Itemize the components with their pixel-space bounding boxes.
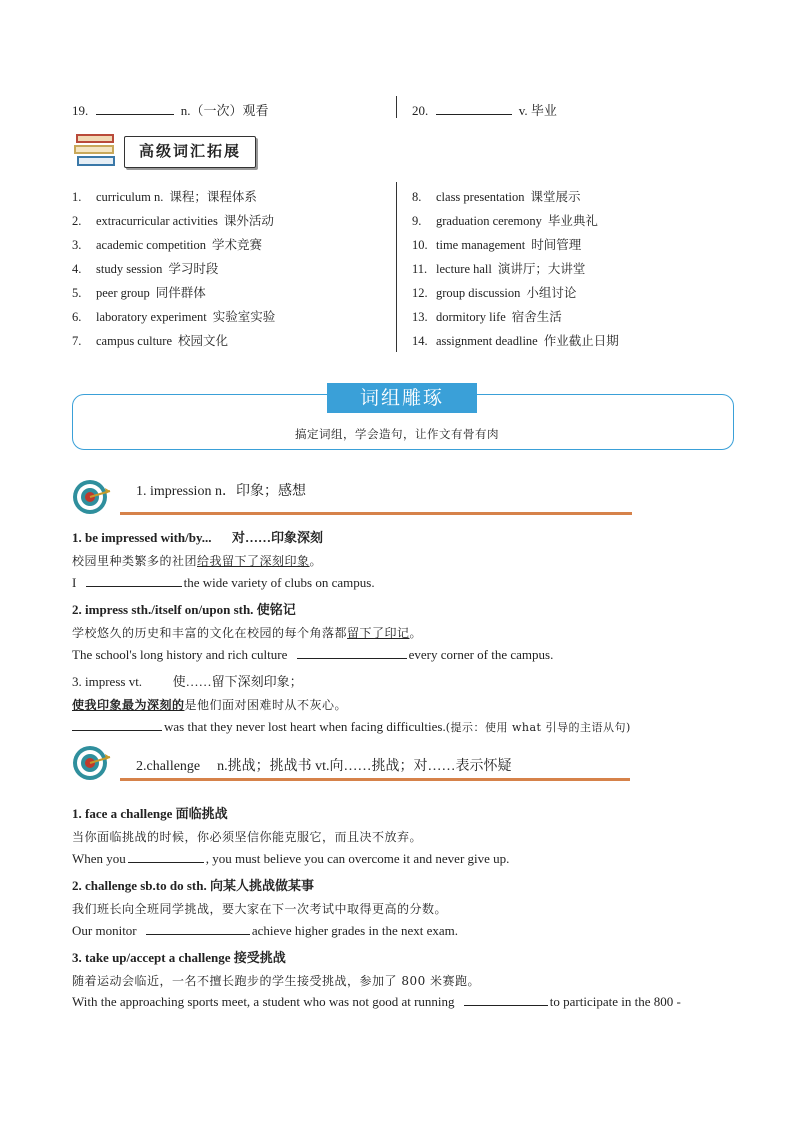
vocab-number: 11.: [412, 262, 428, 276]
vocab-english: study session: [96, 262, 163, 276]
advanced-vocab-header: 高级词汇拓展: [124, 136, 256, 168]
vocab-number: 14.: [412, 334, 428, 348]
vocab-chinese: 课外活动: [223, 214, 274, 228]
vocab-number: 1.: [72, 190, 82, 204]
answer-blank[interactable]: [146, 923, 250, 935]
vocab-item: [412, 187, 619, 211]
vocab-item: [72, 235, 275, 259]
word1-sense3-english: was that they never lost heart when facing difficulties.(提示：使用 what 引导的主语从句): [72, 719, 631, 735]
target-icon: [72, 477, 112, 517]
vocab-english: assignment deadline: [436, 334, 538, 348]
vocab-item: [412, 259, 619, 283]
answer-blank[interactable]: [72, 719, 162, 731]
vocab-number: 12.: [412, 286, 428, 300]
vocab-chinese: 宿舍生活: [511, 310, 562, 324]
vocab-item: [72, 307, 275, 331]
vocab-english: class presentation: [436, 190, 525, 204]
answer-blank[interactable]: [86, 575, 182, 587]
target-icon: [72, 743, 112, 783]
vocab-english: extracurricular activities: [96, 214, 218, 228]
vocab-english: peer group: [96, 286, 150, 300]
vocab-item: [72, 211, 275, 235]
vocab-item: [412, 307, 619, 331]
heading-underline: [120, 512, 632, 515]
vocab-english: curriculum n.: [96, 190, 164, 204]
vocab-item: [412, 235, 619, 259]
word2-sense1-title: 1. face a challenge 面临挑战: [72, 806, 228, 821]
word1-heading: 1. impression n．印象；感想: [136, 484, 306, 499]
word1-sense2-english: The school's long history and rich culture every corner of the campus.: [72, 647, 554, 662]
vocab-english: laboratory experiment: [96, 310, 207, 324]
word2-sense3-english: With the approaching sports meet, a student who was not good at running to participate in the 800 -: [72, 994, 681, 1009]
word2-sense2-title: 2. challenge sb.to do sth. 向某人挑战做某事: [72, 878, 314, 893]
heading-underline: [120, 778, 630, 781]
vocab-chinese: 课程；课程体系: [169, 190, 257, 204]
word1-sense2-title: 2. impress sth./itself on/upon sth. 使铭记: [72, 602, 296, 617]
vocab-chinese: 作业截止日期: [543, 334, 619, 348]
vocab-chinese: 学习时段: [168, 262, 219, 276]
vocab-chinese: 毕业典礼: [547, 214, 598, 228]
answer-blank[interactable]: [436, 103, 512, 115]
vocab-english: graduation ceremony: [436, 214, 542, 228]
word2-sense2-chinese: 我们班长向全班同学挑战，要大家在下一次考试中取得更高的分数。: [72, 902, 448, 916]
column-divider: [396, 182, 397, 352]
word1-sense1-title: 1. be impressed with/by... 对……印象深刻: [72, 530, 324, 545]
vocab-list-left: [72, 187, 275, 355]
vocab-number: 10.: [412, 238, 428, 252]
vocab-item: [412, 283, 619, 307]
vocab-english: campus culture: [96, 334, 173, 348]
vocab-item: [72, 259, 275, 283]
vocab-number: 7.: [72, 334, 82, 348]
vocab-number: 6.: [72, 310, 82, 324]
item-19: 19. n.（一次）观看: [72, 103, 269, 118]
vocab-item: [412, 331, 619, 355]
phrase-panel-title: 词组雕琢: [327, 383, 477, 413]
word1-sense3-title: 3. impress vt. 使……留下深刻印象；: [72, 674, 303, 689]
answer-blank[interactable]: [128, 851, 204, 863]
item-20: 20. v. 毕业: [412, 103, 557, 118]
vocab-number: 8.: [412, 190, 422, 204]
vocab-english: dormitory life: [436, 310, 506, 324]
vocab-item: [72, 283, 275, 307]
vocab-number: 9.: [412, 214, 422, 228]
answer-blank[interactable]: [297, 647, 407, 659]
word2-sense1-english: When you , you must believe you can overcome it and never give up.: [72, 851, 510, 866]
vocab-chinese: 课堂展示: [530, 190, 581, 204]
vocab-number: 2.: [72, 214, 82, 228]
vocab-chinese: 校园文化: [178, 334, 229, 348]
phrase-panel-subtitle: 搞定词组，学会造句，让作文有骨有肉: [295, 427, 499, 441]
vocab-number: 3.: [72, 238, 82, 252]
vocab-number: 4.: [72, 262, 82, 276]
vocab-list-right: [412, 187, 619, 355]
word1-sense3-chinese: 使我印象最为深刻的是他们面对困难时从不灰心。: [72, 698, 348, 712]
books-icon: [74, 132, 118, 168]
vocab-item: [72, 187, 275, 211]
vocab-chinese: 时间管理: [531, 238, 582, 252]
word1-sense2-chinese: 学校悠久的历史和丰富的文化在校园的每个角落都留下了印记。: [72, 626, 423, 640]
vocab-chinese: 小组讨论: [526, 286, 577, 300]
column-divider: [396, 96, 397, 118]
vocab-number: 5.: [72, 286, 82, 300]
vocab-english: lecture hall: [436, 262, 492, 276]
vocab-chinese: 演讲厅；大讲堂: [497, 262, 586, 276]
vocab-english: group discussion: [436, 286, 521, 300]
vocab-number: 13.: [412, 310, 428, 324]
word2-sense3-chinese: 随着运动会临近，一名不擅长跑步的学生接受挑战，参加了 800 米赛跑。: [72, 974, 481, 988]
vocab-chinese: 学术竞赛: [212, 238, 263, 252]
vocab-item: [412, 211, 619, 235]
vocab-chinese: 实验室实验: [212, 310, 276, 324]
word1-sense1-english: I the wide variety of clubs on campus.: [72, 575, 375, 590]
vocab-chinese: 同伴群体: [155, 286, 206, 300]
word2-sense1-chinese: 当你面临挑战的时候，你必须坚信你能克服它，而且决不放弃。: [72, 830, 423, 844]
word2-sense3-title: 3. take up/accept a challenge 接受挑战: [72, 950, 286, 965]
answer-blank[interactable]: [96, 103, 174, 115]
answer-blank[interactable]: [464, 994, 548, 1006]
word2-heading: 2.challenge n.挑战；挑战书 vt.向……挑战；对……表示怀疑: [136, 759, 512, 774]
vocab-item: [72, 331, 275, 355]
word1-sense1-chinese: 校园里种类繁多的社团给我留下了深刻印象。: [72, 554, 323, 568]
vocab-english: time management: [436, 238, 526, 252]
vocab-english: academic competition: [96, 238, 207, 252]
word2-sense2-english: Our monitor achieve higher grades in the next exam.: [72, 923, 458, 938]
